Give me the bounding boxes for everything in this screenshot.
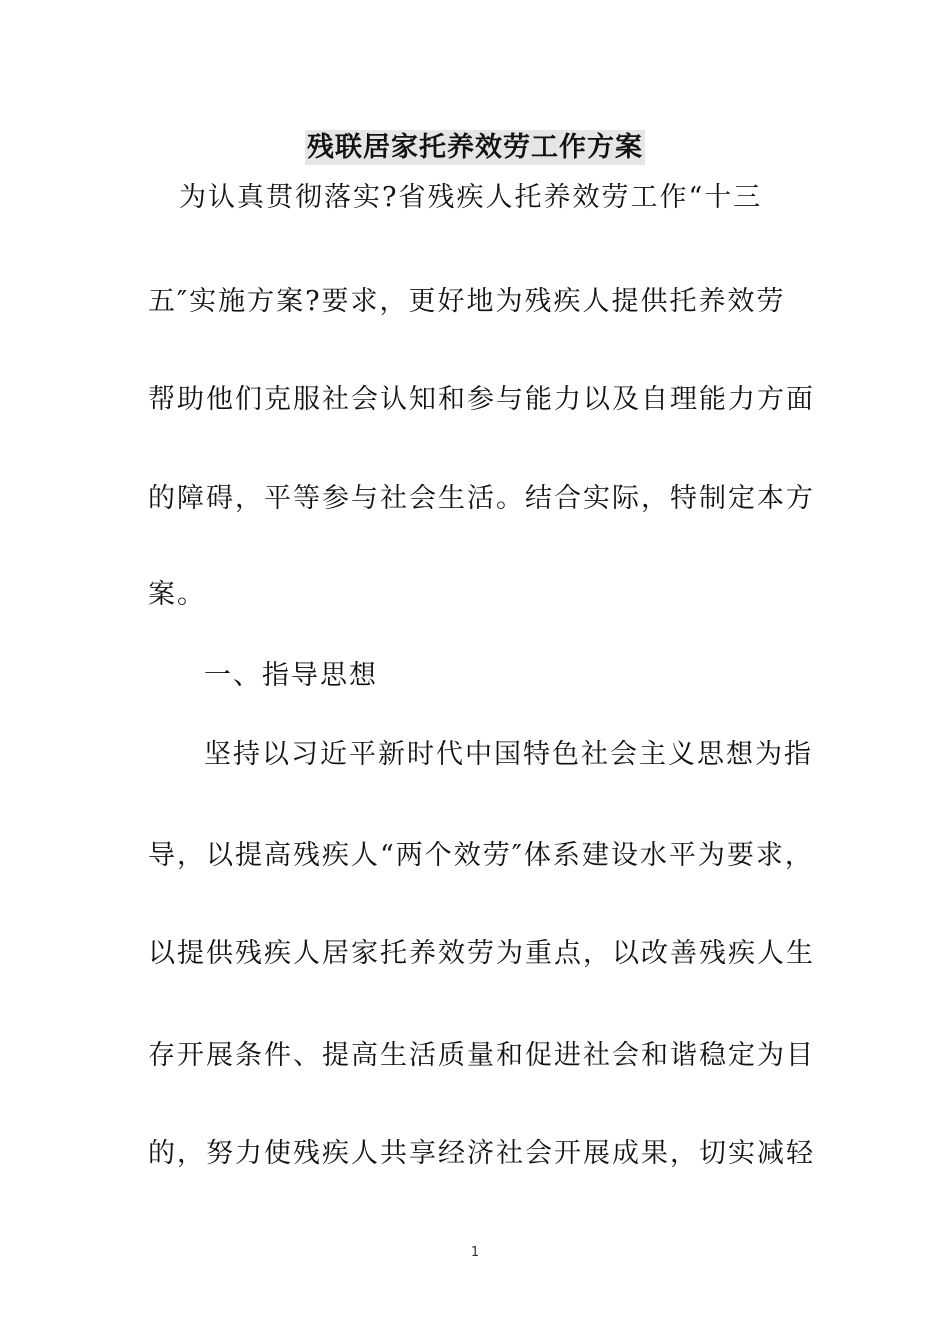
paragraph-line: 为认真贯彻落实?省残疾人托养效劳工作“十三 [179, 182, 763, 213]
page-number: 1 [470, 1245, 480, 1260]
paragraph-line: 的，努力使残疾人共享经济社会开展成果，切实减轻 [148, 1138, 815, 1169]
paragraph-line: 坚持以习近平新时代中国特色社会主义思想为指 [204, 739, 813, 770]
paragraph-line: 的障碍，平等参与社会生活。结合实际，特制定本方 [148, 483, 815, 514]
paragraph-line: 导，以提高残疾人“两个效劳″体系建设水平为要求， [148, 840, 814, 871]
document-title-text: 残联居家托养效劳工作方案 [307, 132, 643, 163]
paragraph-line: 案。 [148, 579, 206, 610]
paragraph-line: 存开展条件、提高生活质量和促进社会和谐稳定为目 [148, 1040, 815, 1071]
paragraph-line: 五″实施方案?要求，更好地为残疾人提供托养效劳 [148, 286, 786, 317]
paragraph-line: 以提供残疾人居家托养效劳为重点，以改善残疾人生 [148, 938, 815, 969]
document-title [0, 128, 950, 168]
section-heading: 一、指导思想 [204, 660, 378, 691]
paragraph-line: 帮助他们克服社会认知和参与能力以及自理能力方面 [148, 384, 815, 415]
